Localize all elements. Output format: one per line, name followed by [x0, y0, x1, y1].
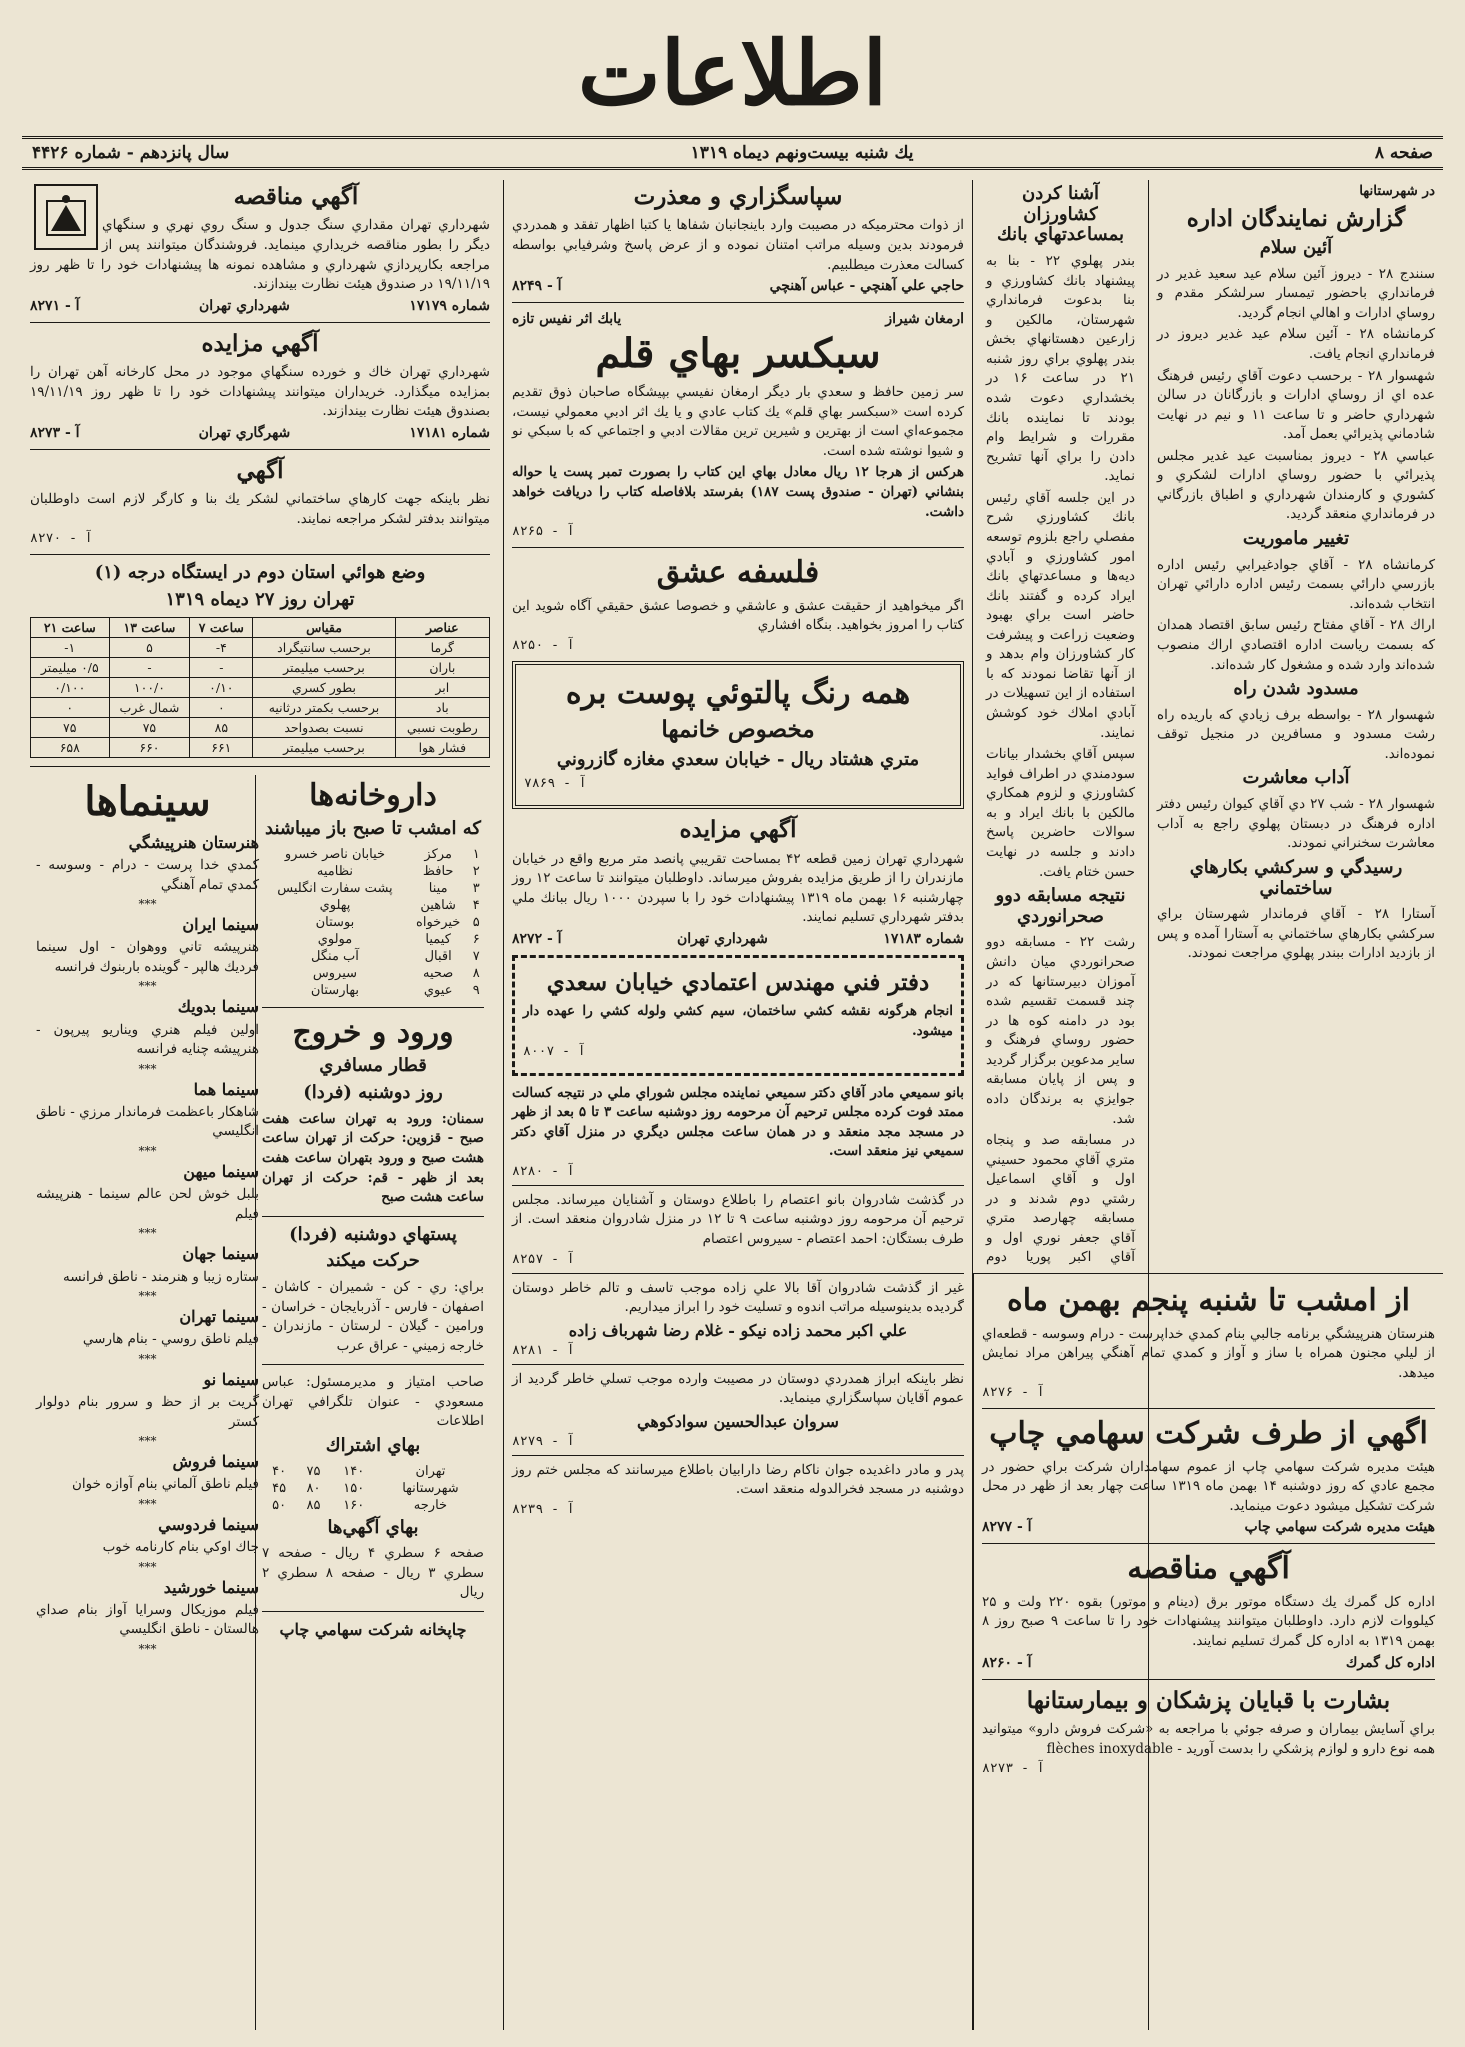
article-subtitle: مسدود شدن راه	[1233, 678, 1359, 700]
weather-cell: برحسب بكمتر درثانيه	[253, 697, 395, 717]
cinema-name: سينما ميهن	[183, 1162, 259, 1181]
coat-ad-price: متري هشتاد ريال - خيابان سعدي مغازه گازروني	[556, 748, 920, 770]
divider	[262, 1364, 484, 1365]
weather-cell: بطور كسري	[253, 677, 395, 697]
divider	[512, 1455, 964, 1456]
subscription-cell: ۱۶۰	[343, 1497, 365, 1513]
weather-cell: ۴-	[190, 637, 253, 657]
weather-cell: ۰/۱۰۰	[31, 677, 110, 697]
weather-header-cell: عناصر	[395, 617, 489, 637]
notice-text: براي آسايش بيماران و صرفه جوئي با مراجعه به «شركت فروش دارو» ميتوانيد همه نوع دارو و لوازم پزشكي را بدست آوريد - flèches inoxydable	[982, 1721, 1435, 1757]
subscription-cell: ۷۵	[306, 1463, 321, 1479]
article-paragraph: كرمانشاه ۲۸ - آقاي جوادغيرابي رئيس اداره بازرسي دارائي بسمت رئيس اداره دارائي تهران انتخاب شده‌اند.	[1157, 556, 1436, 612]
subscription-title: بهاي اشتراك	[325, 1434, 421, 1456]
cinema-description: اولين فيلم هنري ويناريو پيرپون - هنرپيشه چنايه فرانسه	[36, 1021, 259, 1058]
pharmacy-cell: نظاميه	[316, 863, 354, 879]
article-subtitle: رسيدگي و سركشي بكارهاي ساختماني	[1189, 856, 1403, 899]
dateline	[22, 136, 1443, 170]
weather-header-cell: ساعت ۷	[190, 617, 253, 637]
separator: ***	[138, 979, 157, 994]
notice-sign: علي اكبر محمد زاده نيكو - غلام رضا شهرباف زاده	[568, 1320, 908, 1340]
notice-title: آگهي	[236, 456, 284, 484]
divider	[982, 1679, 1435, 1680]
list-item	[36, 1078, 259, 1158]
pharmacy-cell: مينا	[428, 880, 448, 896]
pharmacy-cell: ۹	[472, 982, 480, 998]
column-center-ads	[503, 180, 973, 2030]
pharmacy-table	[262, 846, 484, 999]
post-destinations: براي: ري - كن - شميران - كاشان - اصفهان - فارس - آذربايجان - خراسان - ورامين - گيلان - لرستان - مازندران - خارجه زميني - عراق عرب	[262, 1279, 484, 1354]
cinema-description: فيلم ناطق آلماني بنام آوازه خوان	[71, 1476, 259, 1493]
weather-subtitle: تهران روز ۲۷ ديماه ۱۳۱۹	[165, 589, 355, 611]
train-title: ورود و خروج	[292, 1014, 454, 1050]
cinema-name: سينما هما	[193, 1079, 259, 1099]
weather-cell: ۰	[190, 697, 253, 717]
separator: ***	[138, 1559, 157, 1574]
notice-number: شماره ۱۷۱۷۹	[409, 297, 490, 314]
ad-code: آ - ۸۲۸۱	[512, 1342, 575, 1358]
article-subtitle: نتيجه مسابقه دوو صحرانوردي	[995, 885, 1126, 927]
column-left	[22, 180, 498, 2030]
notice-title: از امشب تا شنبه پنجم بهمن ماه	[1007, 1283, 1410, 1318]
notice-footer	[30, 298, 490, 314]
weather-cell: نسبت بصدواحد	[253, 717, 395, 737]
article-title: گزارش نمايندگان اداره	[1186, 204, 1406, 232]
pharmacy-cell: آب منگل	[311, 948, 359, 964]
ad-code: آ - ۸۲۷۳	[30, 424, 80, 441]
notice-sign: شهرداري تهران	[677, 931, 768, 947]
ad-code: آ - ۸۲۵۷	[512, 1251, 575, 1267]
list-item	[36, 831, 259, 911]
pharmacy-cell: ۸	[472, 965, 480, 981]
weather-cell: رطوبت نسبي	[395, 717, 489, 737]
article-paragraph: عباسي ۲۸ - ديروز بمناسبت عيد غدير مجلس پذيرائي با حضور روساي ادارات لشكري و كشوري و كارمندان شهرداري و اطباق بازرگاني در فرمانداري منعقد گرديد.	[1157, 447, 1435, 523]
table-row	[31, 677, 490, 697]
newspaper-logo: اطلاعات	[577, 21, 888, 125]
pharmacy-cell: اقبال	[424, 948, 452, 964]
list-item	[262, 948, 484, 965]
column-bank-article-content	[978, 180, 1143, 1265]
article-subtitle: تغيير ماموريت	[1242, 528, 1350, 549]
notice-sign: سروان عبدالحسين سوادكوهي	[637, 1411, 839, 1431]
list-item	[36, 913, 259, 993]
table-row	[31, 637, 490, 657]
weather-title: وضع هوائي استان دوم در ايستگاه درجه (۱)	[94, 562, 426, 584]
ad-code: آ - ۸۲۷۷	[982, 1519, 1032, 1536]
coat-ad-title: همه رنگ پالتوئي پوست بره	[565, 675, 911, 711]
divider	[982, 1543, 1435, 1544]
separator: ***	[138, 1496, 157, 1511]
list-item	[36, 1160, 259, 1240]
list-item	[36, 1242, 259, 1303]
mourning-notice: بانو سميعي مادر آقاي دكتر سميعي نماينده مجلس شوراي ملي در نتيجه كسالت ممتد فوت كرده مجلس ترحيم آن مرحومه روز دوشنبه ساعت ۳ تا ۵ بعد از ظهر در مسجد مجد منعقد و در همان ساعت مجلس ديگري در منزل آقاي دكتر سميعي نيز منعقد است.	[512, 1084, 964, 1160]
ad-code: آ - ۸۲۷۲	[512, 931, 562, 947]
weather-cell: ۰/۱۰	[190, 677, 253, 697]
pharmacy-cell: پشت سفارت انگليس	[277, 880, 393, 896]
subscription-table	[262, 1463, 484, 1514]
cinema-name: سينما تهران	[179, 1307, 259, 1327]
notice-text: شهرداري تهران زمين قطعه ۴۲ بمساحت تقريبي پانصد متر مربع واقع در خيابان مازندران را از طريق مزايده بفروش ميرساند. داوطلبان ميتوانند تا ساعت ۱۲ روز چهارشنبه ۱۶ بهمن ماه ۱۳۱۹ پيشنهادات خود را با سپردن ۱۰۰۰ ريال ببانك ملي بدفتر شهرداري تسليم نمايند.	[512, 850, 965, 926]
notice-text: شهرداري تهران مقداري سنگ جدول و سنگ روي نهري و سنگهاي ديگر را بطور مناقصه خريداري مينمايد. فروشندگان ميتوانند پس از مراجعه بكارپردازي شهرداري و مشاهده نمونه ها پيشنهادات خود را تا ظهر روز ۱۹/۱۱/۱۹ در صندوق هيئت نظارت بيندازند.	[30, 217, 490, 293]
book-ad-tag: يابك اثر نفيس تازه	[512, 311, 622, 328]
pharmacy-cell: مولوي	[317, 931, 353, 947]
subscription-cell: ۱۵۰	[343, 1480, 365, 1496]
book-ad-tag: ارمغان شيراز	[885, 311, 964, 328]
list-item	[36, 1513, 259, 1574]
table-row	[262, 1497, 484, 1514]
list-item	[262, 846, 484, 863]
notice-text: از ذوات محترميكه در مصيبت وارد باينجانبان شفاها يا كتبا اظهار تفقد و همدردي فرمودند بدين وسيله مراتب امتنان نموده و از عرض پاسخ وشرفيابي بواسطه كسالت معذرت ميطلبيم.	[512, 217, 964, 273]
separator: ***	[138, 1144, 157, 1158]
pharmacy-cell: خيابان ناصر خسرو	[284, 846, 386, 862]
coat-ad-subtitle: مخصوص خانمها	[661, 716, 815, 744]
notice-text: نظر باينكه جهت كارهاي ساختماني لشكر يك بنا و كارگر لازم است داوطلبان ميتوانند بدفتر لشكر مراجعه نمايند.	[30, 491, 490, 527]
separator: ***	[138, 1434, 157, 1449]
list-item	[36, 1368, 259, 1448]
notice-title: سپاسگزاري و معذرت	[633, 183, 843, 210]
divider	[512, 302, 964, 303]
notice-title: آگهي مناقصه	[233, 183, 359, 210]
list-item	[262, 931, 484, 948]
weather-cell: برحسب سانتيگراد	[253, 637, 395, 657]
subscription-cell: ۸۵	[306, 1497, 321, 1513]
notice-sign: حاجي علي آهنچي - عباس آهنچي	[769, 278, 964, 295]
ad-code: آ - ۸۲۷۱	[30, 297, 80, 314]
weather-header-cell: ساعت ۲۱	[31, 617, 110, 637]
mourning-notice: در گذشت شادروان بانو اعتصام را باطلاع دوستان و آشنايان ميرساند. مجلس ترحيم آن مرحومه روز دوشنبه ساعت ۹ تا ۱۲ در منزل شادروان منعقد است. از طرف بستگان: احمد اعتصام - سيروس اعتصام	[512, 1191, 965, 1247]
cinema-name: سينما نو	[203, 1369, 259, 1389]
notice-sign: شهرداري تهران	[199, 297, 290, 314]
page-number: صفحه ۸	[1374, 143, 1433, 163]
weather-cell: باران	[395, 657, 489, 677]
weather-cell: ۶۶۰	[109, 737, 190, 757]
book-ad-header	[512, 311, 964, 327]
table-row	[262, 1480, 484, 1497]
notice-sign: اداره كل گمرك	[1345, 1654, 1435, 1671]
book-ad-order: هركس از هرجا ۱۲ ريال معادل بهاي اين كتاب را بصورت تمبر پست يا حواله بنشاني (تهران - صندوق پست ۱۸۷) بفرستد بلافاصله كتاب را دريافت خواهد داشت.	[512, 464, 964, 520]
emblem-icon	[41, 191, 91, 243]
book-ad-title: سبكسر بهاي قلم	[595, 330, 881, 378]
pharmacy-cell: خيرخواه	[416, 914, 461, 930]
cinema-description: هنرپيشه تاني ووهوان - اول سينما فرديك هالپر - گوينده باربنوك فرانسه	[36, 939, 259, 975]
notice-footer	[512, 278, 964, 294]
separator: ***	[138, 1289, 157, 1304]
cinema-name: سينما بدويك	[177, 997, 259, 1017]
separator: ***	[138, 897, 157, 912]
subscription-cell: تهران	[415, 1463, 446, 1479]
weather-cell: گرما	[395, 637, 489, 657]
ad-code: آ - ۸۲۷۰	[30, 531, 93, 547]
book-ad-text: سر زمين حافظ و سعدي بار ديگر ارمغان نفيسي بپيشگاه صاحبان ذوق تقديم كرده است «سبكسر بهاي قلم» يك كتاب عادي و يا يك اثر ادبي معمولي نيست، مجموعه‌اي است از بهترين و شيرين ترين مقالات ادبي و اجتماعي كه با سبكي نو و شيوا نوشته شده است.	[512, 384, 964, 459]
municipality-emblem	[34, 184, 98, 250]
cinema-description: كمدي خدا پرست - درام - وسوسه - كمدي تمام آهنگي	[36, 856, 259, 893]
cinema-name: هنرستان هنرپيشگي	[128, 832, 259, 852]
subscription-cell: ۸۰	[306, 1480, 321, 1496]
engineer-ad-title: دفتر فني مهندس اعتمادي خيابان سعدي	[546, 969, 930, 996]
weather-cell: ۱-	[31, 637, 110, 657]
notice-title: آگهي مزايده	[201, 329, 319, 357]
weather-cell: -	[109, 657, 190, 677]
divider	[262, 1007, 484, 1008]
cinema-description: فيلم موزيكال وسرايا آواز بنام صداي هالستان - ناطق انگليسي	[36, 1601, 259, 1638]
pharmacy-cell: ۷	[472, 948, 480, 964]
article-paragraph: آستارا ۲۸ - آقاي فرماندار شهرستان براي سركشي بكارهاي ساختماني به آستارا آمده و پس از بازديد ادارات ببندر پهلوي مراجعت نمودند.	[1157, 906, 1436, 962]
list-item	[262, 982, 484, 999]
table-row	[31, 657, 490, 677]
pharmacy-cell: ۲	[472, 863, 480, 879]
notice-text: شهرداري تهران خاك و خورده سنگهاي موجود در محل كارخانه آهن تهران را بمزايده ميگذارد. خريداران ميتوانند پيشنهادات خود را تا ظهر روز ۱۹/۱۱/۱۹ بصندوق هيئت نظارت بيندازند.	[30, 364, 490, 420]
weather-cell: باد	[395, 697, 489, 717]
weather-cell: ۶۵۸	[31, 737, 110, 757]
pharmacy-cell: كيميا	[425, 931, 451, 947]
weather-cell: ۷۵	[109, 717, 190, 737]
divider	[512, 1185, 964, 1186]
subscription-cell: ۵۰	[272, 1497, 287, 1513]
cinema-name: سينما فردوسي	[158, 1514, 259, 1534]
cinema-description: جاك اوكي بنام كارنامه خوب	[102, 1539, 259, 1556]
cinema-list	[36, 831, 259, 1656]
weather-cell: برحسب ميليمتر	[253, 657, 395, 677]
notice-sign: شهرگاري تهران	[198, 424, 291, 441]
divider	[30, 766, 490, 767]
subscription-cell: ۴۵	[272, 1480, 287, 1496]
ad-code: آ - ۸۲۴۹	[512, 278, 562, 295]
weather-cell: ۰/۵ ميليمتر	[31, 657, 110, 677]
weather-cell: شمال غرب	[109, 697, 190, 717]
divider	[512, 547, 964, 548]
weather-header-cell: مقياس	[253, 617, 395, 637]
separator: ***	[138, 1351, 157, 1366]
separator: ***	[138, 1061, 157, 1076]
pharmacy-cell: پهلوي	[319, 897, 351, 913]
article-paragraph: شهسوار ۲۸ - بواسطه برف زيادي كه باريده راه رشت مسدود و مسافرين در منجيل توقف نموده‌اند.	[1157, 706, 1435, 762]
weather-cell: ۰	[31, 697, 110, 717]
divider	[30, 554, 490, 555]
article-subtitle: آداب معاشرت	[1242, 767, 1350, 789]
pharmacy-cell: ۶	[472, 931, 480, 947]
list-item	[262, 880, 484, 897]
table-row	[31, 697, 490, 717]
engineer-ad-box	[512, 955, 964, 1076]
article-paragraph: در اين جلسه آقاي رئيس بانك كشاورزي شرح مفصلي راجع بلزوم توسعه امور كشاورزي و آبادي ديه‌ها و مساعدتهاي بانك ايراد كرده و گفتند بانك حاضر است براي بهبود وضعيت زراعت و پيشرفت كار كشاورزان وام بدهد و از آنها تقاضا نمودند كه با استفاده از اين تسهيلات در آبادي املاك خود كوشش نمايند.	[986, 489, 1135, 741]
cinema-name: سينما جهان	[182, 1244, 259, 1264]
subscription-cell: خارجه	[413, 1497, 448, 1513]
notice-title: بشارت با قبايان پزشكان و بيمارستانها	[1026, 1686, 1391, 1714]
separator: ***	[138, 1641, 157, 1656]
pharmacy-cell: ۱	[472, 846, 480, 862]
ad-code: آ - ۸۲۸۰	[512, 1163, 575, 1179]
pharmacy-title: داروخانه‌ها	[309, 777, 437, 813]
subscription-cell: ۴۰	[272, 1463, 287, 1479]
weather-cell: ۱۰۰/۰	[109, 677, 190, 697]
list-item	[36, 1450, 259, 1511]
engineer-ad-text: انجام هرگونه نقشه كشي ساختمان، سيم كشي ولوله كشي را عهده دار ميشود.	[523, 1003, 953, 1039]
cinema-description: فيلم ناطق روسي - بنام هارسي	[82, 1331, 259, 1348]
divider	[262, 1611, 484, 1612]
ad-code: آ - ۸۲۶۰	[982, 1654, 1032, 1671]
cinema-listings	[30, 775, 265, 2030]
ad-code: آ - ۸۲۳۹	[512, 1501, 575, 1517]
article-paragraph: اراك ۲۸ - آقاي مفتاح رئيس سابق اقتصاد همدان كه بسمت رياست اداره اقتصادي اراك منصوب شده‌اند وارد شده و مشغول كار شده‌اند.	[1157, 617, 1435, 673]
issue-number: سال پانزدهم - شماره ۴۴۲۶	[32, 143, 230, 163]
cinema-description: بلبل خوش لحن عالم سينما - هنرپيشه فيلم	[36, 1186, 259, 1222]
notice-number: شماره ۱۷۱۸۳	[883, 931, 964, 947]
weather-table	[30, 617, 490, 758]
article-paragraph: شهسوار ۲۸ - شب ۲۷ دي آقاي كيوان رئيس دفتر اداره فرهنگ در دبستان پهلوي راجع به آداب معاشرت سخنراني نمودند.	[1157, 796, 1435, 852]
cinema-name: سينما فروش	[172, 1452, 259, 1472]
ad-code: آ - ۷۸۶۹	[524, 776, 587, 792]
notice-footer	[982, 1655, 1435, 1671]
cinema-description: ستاره زيبا و هنرمند - ناطق فرانسه	[63, 1268, 259, 1285]
pharmacy-cell: حافظ	[422, 863, 454, 879]
mourning-notice: پدر و مادر داغديده جوان ناكام رضا دارابيان باطلاع ميرسانند كه مجلس ختم روز دوشنبه در مسجد فخرالدوله منعقد است.	[512, 1461, 964, 1498]
table-row	[31, 717, 490, 737]
article-paragraph: رشت ۲۲ - مسابقه دوو صحرانوردي ميان دانش آموزان دبيرستانها كه در چند قسمت تقسيم شده بود در دامنه كوه ها در حضور روساي فرهنگ و ساير مدعوين برگزار گرديد و پس از پايان مسابقه جوايزي به برندگان داده شد.	[986, 934, 1135, 1127]
pharmacy-cell: بهارستان	[310, 982, 360, 998]
list-item	[36, 1305, 259, 1366]
cinema-description: شاهكار باعظمت فرماندار مرزي - ناطق انگليسي	[36, 1103, 259, 1140]
mourning-notice: نظر باينكه ابراز همدردي دوستان در مصيبت وارده موجب تسلي خاطر گرديد از عموم آقايان سپاسگزاري مينمايد.	[512, 1370, 964, 1407]
weather-cell: ۵	[109, 637, 190, 657]
post-subtitle: حركت ميكند	[326, 1250, 420, 1272]
weather-header-row	[31, 617, 490, 637]
divider	[512, 1273, 964, 1274]
weather-cell: ۸۵	[190, 717, 253, 737]
pharmacy-subtitle: كه امشب تا صبح باز ميباشند	[265, 818, 481, 840]
ad-code: آ - ۸۲۷۹	[512, 1433, 575, 1449]
list-item	[262, 863, 484, 880]
newspaper-page	[22, 18, 1443, 2030]
pharmacy-cell: ۴	[472, 897, 480, 913]
cinema-name: سينما خورشيد	[163, 1577, 259, 1597]
pharmacy-cell: عيوي	[423, 982, 453, 998]
weather-cell: ۷۵	[31, 717, 110, 737]
list-item	[36, 995, 259, 1075]
divider	[262, 1216, 484, 1217]
cinema-title: سينماها	[84, 777, 211, 825]
pharmacy-cell: صحيه	[423, 965, 454, 981]
article-title: آشنا كردن كشاورزان بمساعدتهاي بانك	[997, 183, 1124, 246]
notice-footer	[30, 425, 490, 441]
mourning-notice: غير از گذشت شادروان آقا بالا علي زاده موجب تاسف و تالم خاطر دوستان گرديده بدينوسيله مراتب اندوه و تسليت خود را ابراز ميداريم.	[512, 1279, 964, 1316]
article-paragraph: شهسوار ۲۸ - برحسب دعوت آقاي رئيس فرهنگ عده اي از روساي ادارات و بازرگانان در سالن شهرداري حاضر و تا ساعت ۱۱ و نيم در نهايت شادماني پذيرائي بعمل آمد.	[1157, 367, 1435, 443]
list-item	[262, 897, 484, 914]
weather-cell: فشار هوا	[395, 737, 489, 757]
article-subtitle: آئين سلام	[1259, 237, 1333, 258]
ad-code: آ - ۸۲۷۳	[982, 1761, 1045, 1777]
article-paragraph: سنندج ۲۸ - ديروز آئين سلام عيد سعيد غدير در فرمانداري باحضور تيمسار سرلشكر مقدم و روساي ادارات و اهالي انجام گرديد.	[1157, 265, 1435, 321]
separator: ***	[138, 1226, 157, 1241]
divider	[30, 449, 490, 450]
article-paragraph: در مسابقه صد و پنجاه متري آقاي محمود حسيني اول و آقاي اسماعيل رشتي دوم شدند و در مسابقه چهارصد متري آقاي جعفر نوري اول و آقاي اكبر پوريا دوم	[986, 1132, 1135, 1265]
ad-code: آ - ۸۲۷۶	[982, 1385, 1045, 1401]
pharmacy-cell: ۵	[472, 914, 480, 930]
love-ad-title: فلسفه عشق	[656, 555, 820, 591]
cinema-name: سينما ايران	[182, 915, 259, 935]
notice-footer	[982, 1519, 1435, 1535]
notice-title: اگهي از طرف شركت سهامي چاپ	[989, 1416, 1428, 1452]
section-label: در شهرستانها	[1359, 183, 1435, 199]
lower-right-block	[973, 1273, 1443, 2030]
weather-cell: برحسب ميليمتر	[253, 737, 395, 757]
table-row	[31, 737, 490, 757]
love-ad-text: اگر ميخواهيد از حقيقت عشق و عاشقي و خصوصا عشق حقيقي آگاه شويد اين كتاب را امروز بخواهيد. بنگاه افشاري	[512, 597, 964, 634]
train-subtitle: قطار مسافري	[319, 1055, 427, 1077]
pharmacy-cell: سيروس	[312, 965, 358, 981]
pharmacy-cell: بوستان	[315, 914, 355, 930]
subscription-cell: شهرستانها	[402, 1480, 459, 1496]
subscription-cell: ۱۴۰	[343, 1463, 365, 1479]
ad-rates-text: صفحه ۶ سطري ۴ ريال - صفحه ۷ سطري ۳ ريال - صفحه ۸ سطري ۲ ريال	[262, 1545, 485, 1601]
notice-footer	[512, 931, 964, 947]
ad-code: آ - ۸۲۶۵	[512, 524, 575, 540]
printer-name: چاپخانه شركت سهامي چاپ	[279, 1620, 467, 1639]
notice-text: اداره كل گمرك يك دستگاه موتور برق (دينام و موتور) بقوه ۲۲۰ ولت و ۲۵ كيلووات لازم دارد. داوطلبان ميتوانند پيشنهادات خود را تا ساعت ۹ صبح روز ۸ بهمن ۱۳۱۹ به اداره كل گمرك تسليم نمايند.	[982, 1593, 1435, 1649]
notice-text: هنرستان هنرپيشگي برنامه جالبي بنام كمدي خداپرست - درام وسوسه - قطعه‌اي از ليلي مجنون همراه با ساز و آواز و كمدي تمام آهنگي پيراهن مراد نمايش ميدهد.	[982, 1325, 1435, 1381]
train-day: روز دوشنبه (فردا)	[303, 1082, 443, 1104]
ad-rates-title: بهاي آگهي‌ها	[327, 1516, 419, 1538]
cinema-description: گريت بر از حظ و سرور بنام دولوار كستر	[36, 1394, 259, 1430]
article-paragraph: سپس آقاي بخشدار بيانات سودمندي در اطراف فوايد كشاورزي و لزوم همكاري مالكين با بانك ايراد و به سوالات حاضرين پاسخ دادند و جلسه در نهايت حسن ختام يافت.	[986, 746, 1135, 880]
pharmacy-cell: مركز	[424, 846, 452, 862]
divider	[30, 322, 490, 323]
notice-text: هيئت مديره شركت سهامي چاپ از عموم سهامداران شركت براي حضور در مجمع عادي كه روز دوشنبه ۱۴ بهمن ماه ۱۳۱۹ ساعت چهار بعد از ظهر در محل شركت تشكيل ميشود دعوت مينمايد.	[982, 1458, 1436, 1514]
ad-code: آ - ۸۲۵۰	[512, 637, 575, 653]
article-paragraph: كرمانشاه ۲۸ - آئين سلام عيد غدير ديروز در فرمانداري انجام يافت.	[1157, 326, 1435, 362]
ad-code: آ - ۸۰۰۷	[523, 1043, 586, 1059]
pharmacy-cell: ۳	[472, 880, 480, 896]
notice-number: شماره ۱۷۱۸۱	[409, 424, 490, 441]
issue-date: يك شنبه بيست‌ونهم دیماه ۱۳۱۹	[690, 143, 914, 163]
train-schedule: سمنان: ورود به تهران ساعت هفت صبح - قزوين: حركت از تهران ساعت هشت صبح و ورود بتهران ساعت هفت بعد از ظهر - قم: حركت از تهران ساعت هشت صبح	[262, 1110, 484, 1206]
list-item	[262, 914, 484, 931]
list-item	[262, 965, 484, 982]
coat-ad-box	[512, 661, 964, 810]
weather-cell: ۶۶۱	[190, 737, 253, 757]
list-item	[36, 1576, 259, 1656]
notice-sign: هيئت مديره شركت سهامي چاپ	[1244, 1519, 1435, 1536]
weather-cell: ابر	[395, 677, 489, 697]
divider	[982, 1408, 1435, 1409]
notice-title: آگهي مناقصه	[1127, 1551, 1290, 1587]
post-title: پستهاي دوشنبه (فردا)	[289, 1223, 457, 1245]
notice-title: آگهي مزايده	[679, 816, 797, 844]
divider	[512, 1364, 964, 1365]
masthead	[22, 18, 1443, 128]
weather-cell: -	[190, 657, 253, 677]
table-row	[262, 1463, 484, 1480]
pharmacy-cell: شاهين	[420, 897, 456, 913]
publisher-info: صاحب امتياز و مديرمسئول: عباس مسعودي - عنوان تلگرافي تهران اطلاعات	[262, 1374, 484, 1430]
left-lower-split	[30, 775, 490, 2030]
left-lower-right	[255, 775, 490, 2030]
article-paragraph: بندر پهلوي ۲۲ - بنا به پيشنهاد بانك كشاورزي و بنا بدعوت فرمانداري شهرستان، مالكين و زارعين دهستانهاي بخش بندر پهلوي براي روز شنبه ۲۱ در ساعت ۱۶ در بخشداري دعوت شده بودند تا نماينده بانك مقررات و شرايط وام دادن را براي آنها تشريح نمايد.	[986, 253, 1136, 485]
weather-header-cell: ساعت ۱۳	[109, 617, 190, 637]
